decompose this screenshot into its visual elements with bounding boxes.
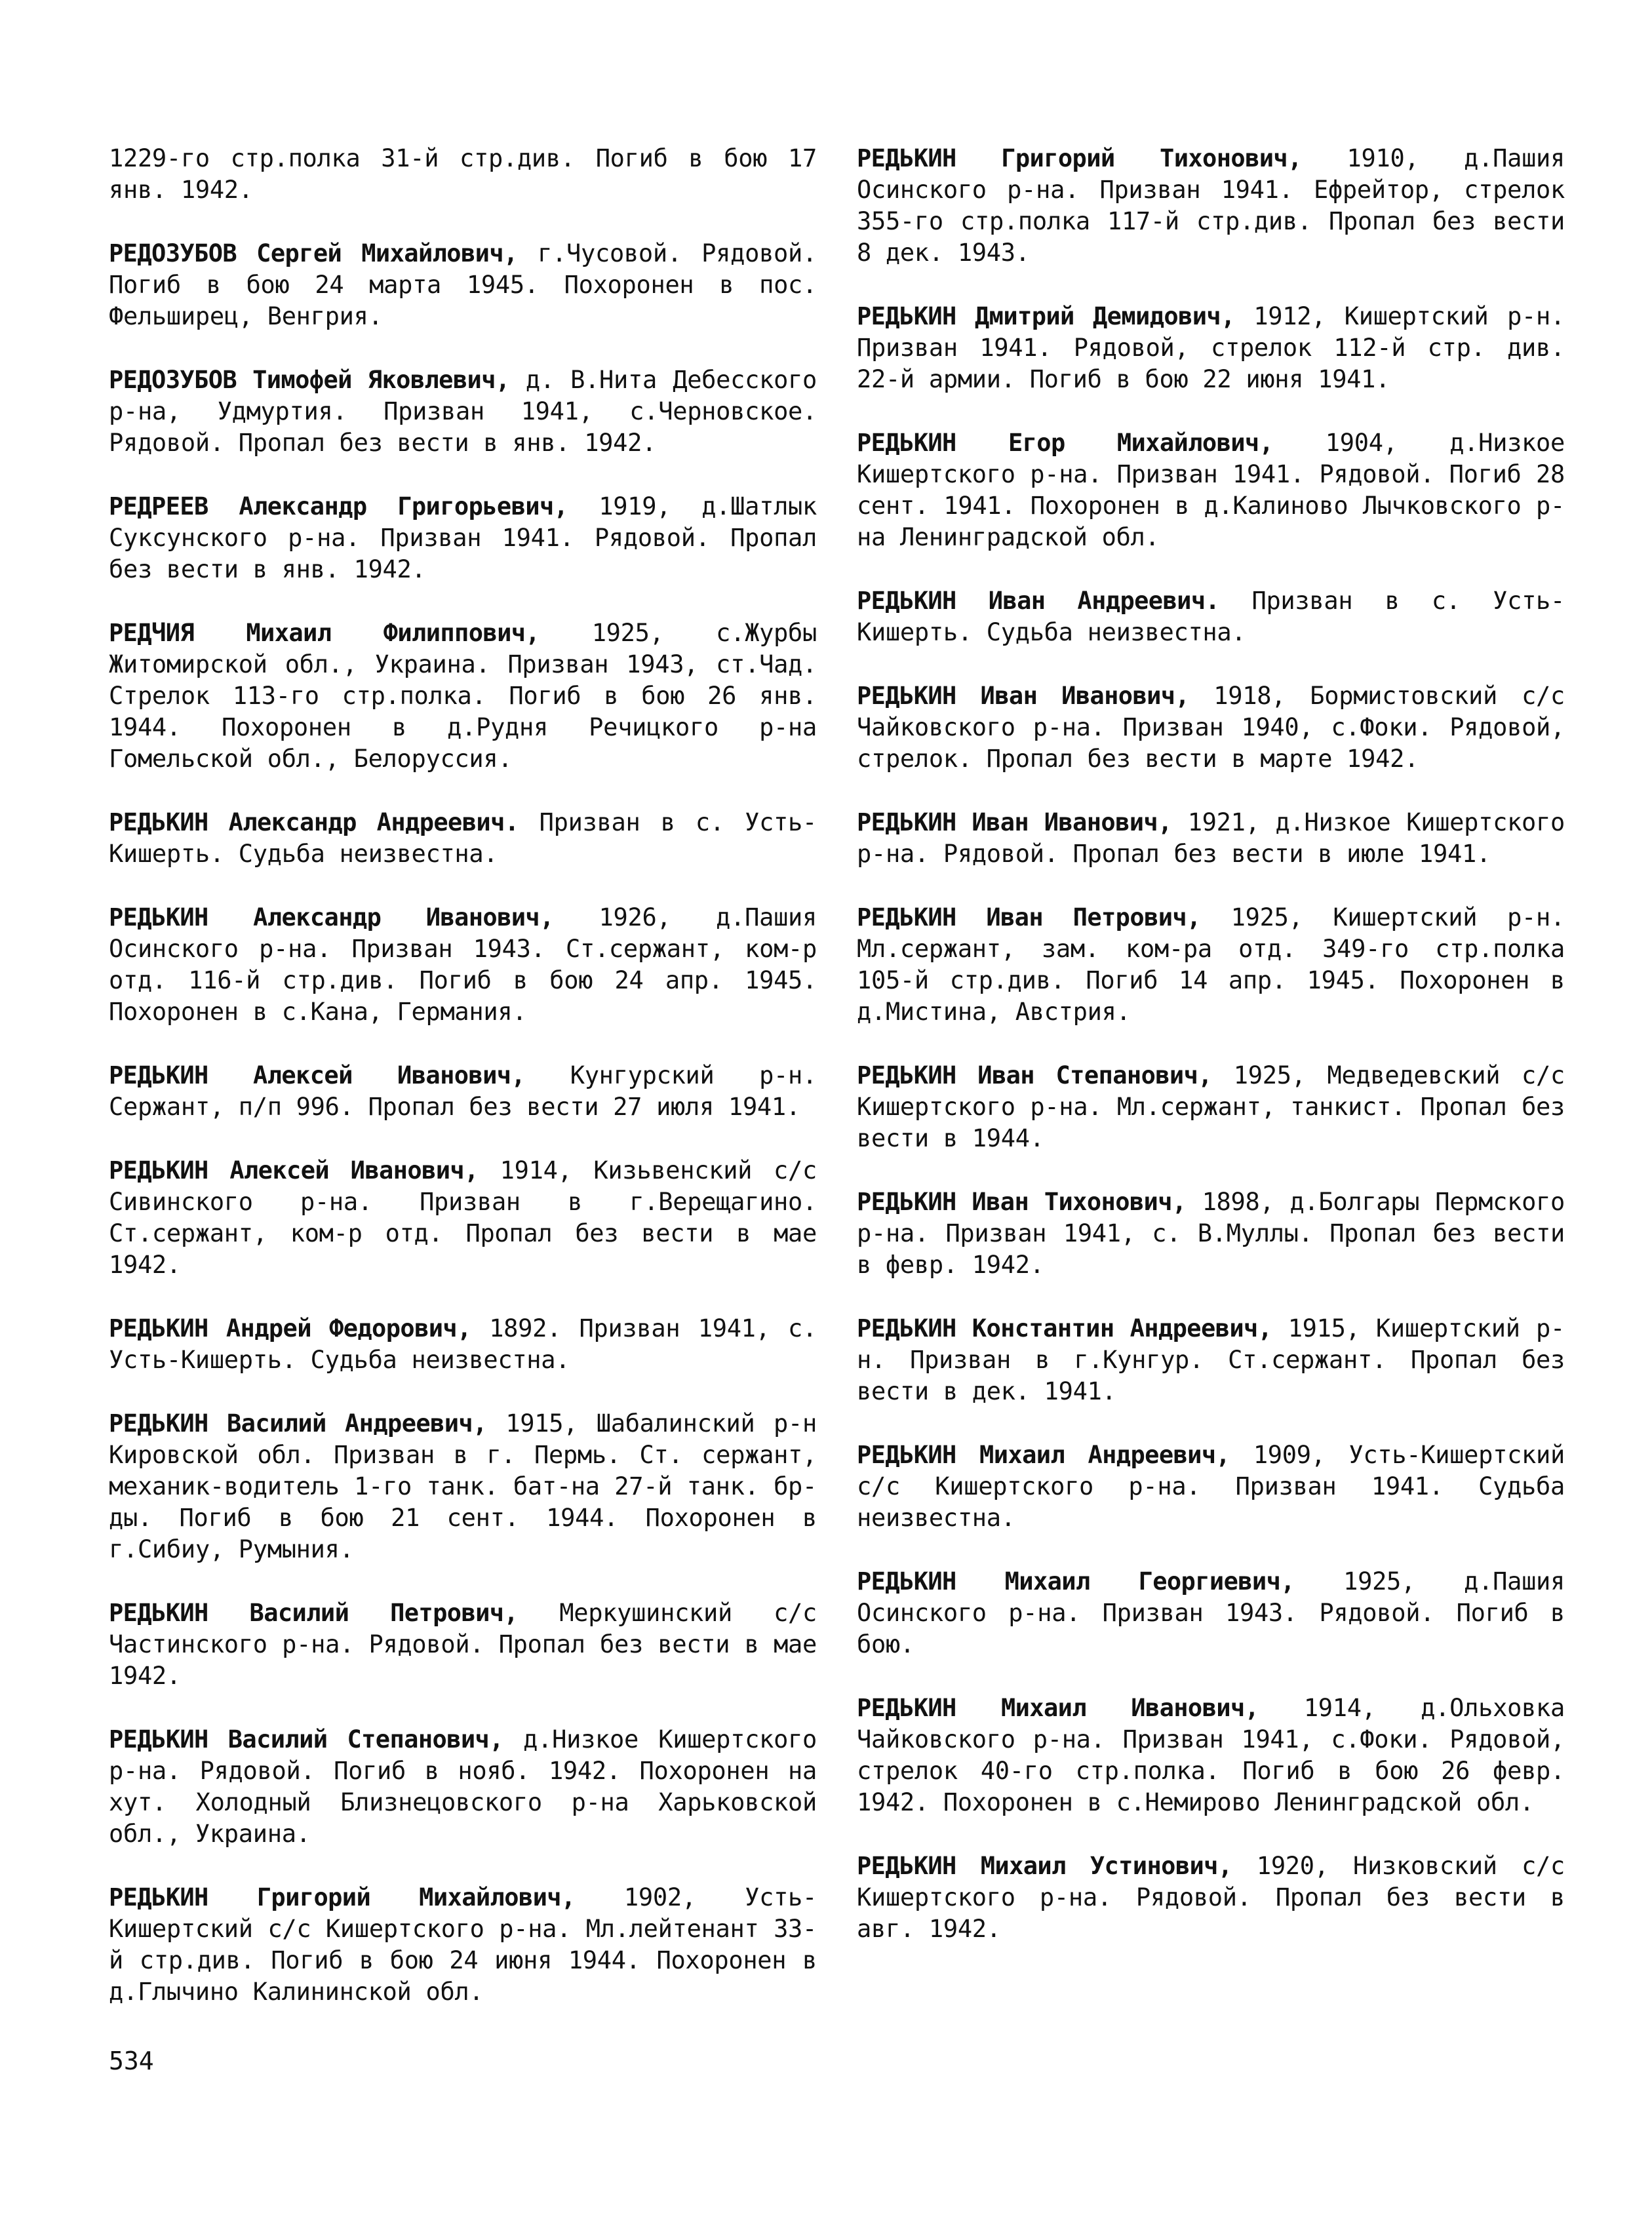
entry-name: РЕДЬКИН Григорий Михайлович, (109, 1883, 576, 1911)
entry-text: 1925, с.Журбы Житомирской обл., Украина. Призван 1943, ст.Чад. Стрелок 113-го стр.полка. Погиб в бою 26 янв. 1944. Похоронен в д.Рудня Речицкого р-на Гомельской обл., Белоруссия. (109, 619, 817, 773)
entry (109, 1724, 817, 1850)
entry-name: РЕДЬКИН Василий Андреевич, (109, 1409, 487, 1438)
entry-name: РЕДЬКИН Андрей Федорович, (109, 1314, 471, 1342)
entry (857, 1186, 1565, 1281)
entry-text: 1921, д.Низкое Кишертского р-на. Рядовой. Пропал без вести в июле 1941. (857, 808, 1565, 868)
right-column (857, 143, 1565, 1977)
entry-name: РЕДОЗУБОВ Тимофей Яковлевич, (109, 366, 510, 394)
entry (857, 1439, 1565, 1534)
entry-text: 1904, д.Низкое Кишертского р-на. Призван 1941. Рядовой. Погиб 28 сент. 1941. Похоронен в д.Калиново Лычковского р-на Ленинградской обл. (857, 429, 1565, 551)
entry (857, 1851, 1565, 1945)
entry (857, 680, 1565, 775)
entry-text: 1925, Кишертский р-н. Мл.сержант, зам. ком-ра отд. 349-го стр.полка 105-й стр.див. Погиб 14 апр. 1945. Похоронен в д.Мистина, Австрия. (857, 903, 1565, 1026)
entry (109, 902, 817, 1028)
entry-name: РЕДЬКИН Иван Петрович, (857, 903, 1201, 931)
entry (857, 1060, 1565, 1154)
entry (109, 1882, 817, 2008)
entry-text: д.Низкое Кишертского р-на. Рядовой. Погиб в нояб. 1942. Похоронен на хут. Холодный Близнецовского р-на Харьковской обл., Украина. (109, 1725, 817, 1848)
entry-name: РЕДОЗУБОВ Сергей Михайлович, (109, 239, 518, 267)
entry (109, 238, 817, 332)
entry-name: РЕДЬКИН Михаил Иванович, (857, 1694, 1259, 1722)
entry-name: РЕДЬКИН Василий Петрович, (109, 1599, 519, 1627)
page-number: 534 (109, 2047, 154, 2075)
entry-text: 1910, д.Пашия Осинского р-на. Призван 1941. Ефрейтор, стрелок 355-го стр.полка 117-й стр.див. Пропал без вести 8 дек. 1943. (857, 144, 1565, 267)
entry-name: РЕДЬКИН Александр Иванович, (109, 903, 554, 931)
entry-name: РЕДЬКИН Алексей Иванович, (109, 1156, 479, 1185)
entry (109, 1597, 817, 1692)
entry-name: РЕДЬКИН Михаил Устинович, (857, 1852, 1232, 1880)
entry-text: Кунгурский р-н. Сержант, п/п 996. Пропал без вести 27 июля 1941. (109, 1061, 817, 1121)
entry-text: 1902, Усть-Кишертский с/с Кишертского р-на. Мл.лейтенант 33-й стр.див. Погиб в бою 24 июня 1944. Похоронен в д.Глычино Калининской обл. (109, 1883, 817, 2006)
entry-text: 1912, Кишертский р-н. Призван 1941. Рядовой, стрелок 112-й стр. див. 22-й армии. Погиб в бою 22 июня 1941. (857, 302, 1565, 393)
entry (857, 143, 1565, 269)
entry (109, 807, 817, 870)
entry-text: г.Чусовой. Рядовой. Погиб в бою 24 марта 1945. Похоронен в пос. Фельширец, Венгрия. (109, 239, 817, 330)
entry-text: 1925, Медведевский с/с Кишертского р-на. Мл.сержант, танкист. Пропал без вести в 1944. (857, 1061, 1565, 1152)
entry-text: Призван в с. Усть-Кишерть. Судьба неизвестна. (109, 808, 817, 868)
entry-name: РЕДЬКИН Михаил Георгиевич, (857, 1567, 1295, 1596)
entry-name: РЕДЬКИН Дмитрий Демидович, (857, 302, 1235, 330)
entry-name: РЕДЬКИН Михаил Андреевич, (857, 1441, 1230, 1469)
entry-name: РЕДЬКИН Иван Степанович, (857, 1061, 1212, 1089)
entry (109, 143, 817, 206)
entry-name: РЕДЬКИН Иван Иванович, (857, 682, 1190, 710)
entry-text: 1914, д.Ольховка Чайковского р-на. Призван 1941, с.Фоки. Рядовой, стрелок 40-го стр.полка. Погиб в бою 26 февр. 1942. Похоронен в с.Немирово Ленинградской обл. (857, 1694, 1565, 1816)
entry-text: 1909, Усть-Кишертский с/с Кишертского р-на. Призван 1941. Судьба неизвестна. (857, 1441, 1565, 1532)
entry-name: РЕДЬКИН Иван Иванович, (857, 808, 1172, 836)
entry (857, 1313, 1565, 1407)
entry-text: 1892. Призван 1941, с. Усть-Кишерть. Судьба неизвестна. (109, 1314, 817, 1374)
entry (109, 491, 817, 585)
entry (857, 1566, 1565, 1660)
entry-text: 1915, Кишертский р-н. Призван в г.Кунгур. Ст.сержант. Пропал без вести в дек. 1941. (857, 1314, 1565, 1405)
entry-name: РЕДЬКИН Алексей Иванович, (109, 1061, 526, 1089)
entry-text: 1925, д.Пашия Осинского р-на. Призван 1943. Рядовой. Погиб в бою. (857, 1567, 1565, 1658)
entry-name: РЕДЧИЯ Михаил Филиппович, (109, 619, 540, 647)
entry (857, 427, 1565, 553)
entry-name: РЕДЬКИН Егор Михайлович, (857, 429, 1274, 457)
entry-name: РЕДЬКИН Григорий Тихонович, (857, 144, 1302, 172)
entry-text: 1898, д.Болгары Пермского р-на. Призван 1941, с. В.Муллы. Пропал без вести в февр. 1942. (857, 1188, 1565, 1279)
entry-name: РЕДЬКИН Александр Андреевич. (109, 808, 519, 836)
entry (109, 364, 817, 459)
entry (109, 1313, 817, 1376)
entry (857, 585, 1565, 648)
entry (109, 1408, 817, 1565)
entry-text: Меркушинский с/с Частинского р-на. Рядовой. Пропал без вести в мае 1942. (109, 1599, 817, 1690)
entry-text: 1918, Бормистовский с/с Чайковского р-на. Призван 1940, с.Фоки. Рядовой, стрелок. Пропал без вести в марте 1942. (857, 682, 1565, 773)
entry-text: Призван в с. Усть-Кишерть. Судьба неизвестна. (857, 587, 1565, 646)
entry-text: 1229-го стр.полка 31-й стр.див. Погиб в бою 17 янв. 1942. (109, 144, 817, 204)
entry-name: РЕДРЕЕВ Александр Григорьевич, (109, 492, 568, 520)
entry (109, 617, 817, 775)
entry-text: 1915, Шабалинский р-н Кировской обл. Призван в г. Пермь. Ст. сержант, механик-водитель 1-го танк. бат-на 27-й танк. бр-ды. Погиб в бою 21 сент. 1944. Похоронен в г.Сибиу, Румыния. (109, 1409, 817, 1563)
entry-name: РЕДЬКИН Иван Тихонович, (857, 1188, 1187, 1216)
entry-text: 1914, Кизьвенский с/с Сивинского р-на. Призван в г.Верещагино. Ст.сержант, ком-р отд. Пропал без вести в мае 1942. (109, 1156, 817, 1279)
entry (857, 807, 1565, 870)
entry-name: РЕДЬКИН Василий Степанович, (109, 1725, 503, 1753)
entry (857, 301, 1565, 395)
entry-text: 1920, Низковский с/с Кишертского р-на. Рядовой. Пропал без вести в авг. 1942. (857, 1852, 1565, 1943)
left-column (109, 143, 817, 2040)
entry-name: РЕДЬКИН Константин Андреевич, (857, 1314, 1272, 1342)
entry-name: РЕДЬКИН Иван Андреевич. (857, 587, 1220, 615)
entry-text: 1926, д.Пашия Осинского р-на. Призван 1943. Ст.сержант, ком-р отд. 116-й стр.див. Погиб в бою 24 апр. 1945. Похоронен в с.Кана, Германия. (109, 903, 817, 1026)
entry (857, 902, 1565, 1028)
entry-text: 1919, д.Шатлык Суксунского р-на. Призван 1941. Рядовой. Пропал без вести в янв. 1942. (109, 492, 817, 583)
entry (857, 1693, 1565, 1818)
entry (109, 1155, 817, 1281)
entry (109, 1060, 817, 1123)
entry-text: д. В.Нита Дебесского р-на, Удмуртия. Призван 1941, с.Черновское. Рядовой. Пропал без вести в янв. 1942. (109, 366, 817, 457)
